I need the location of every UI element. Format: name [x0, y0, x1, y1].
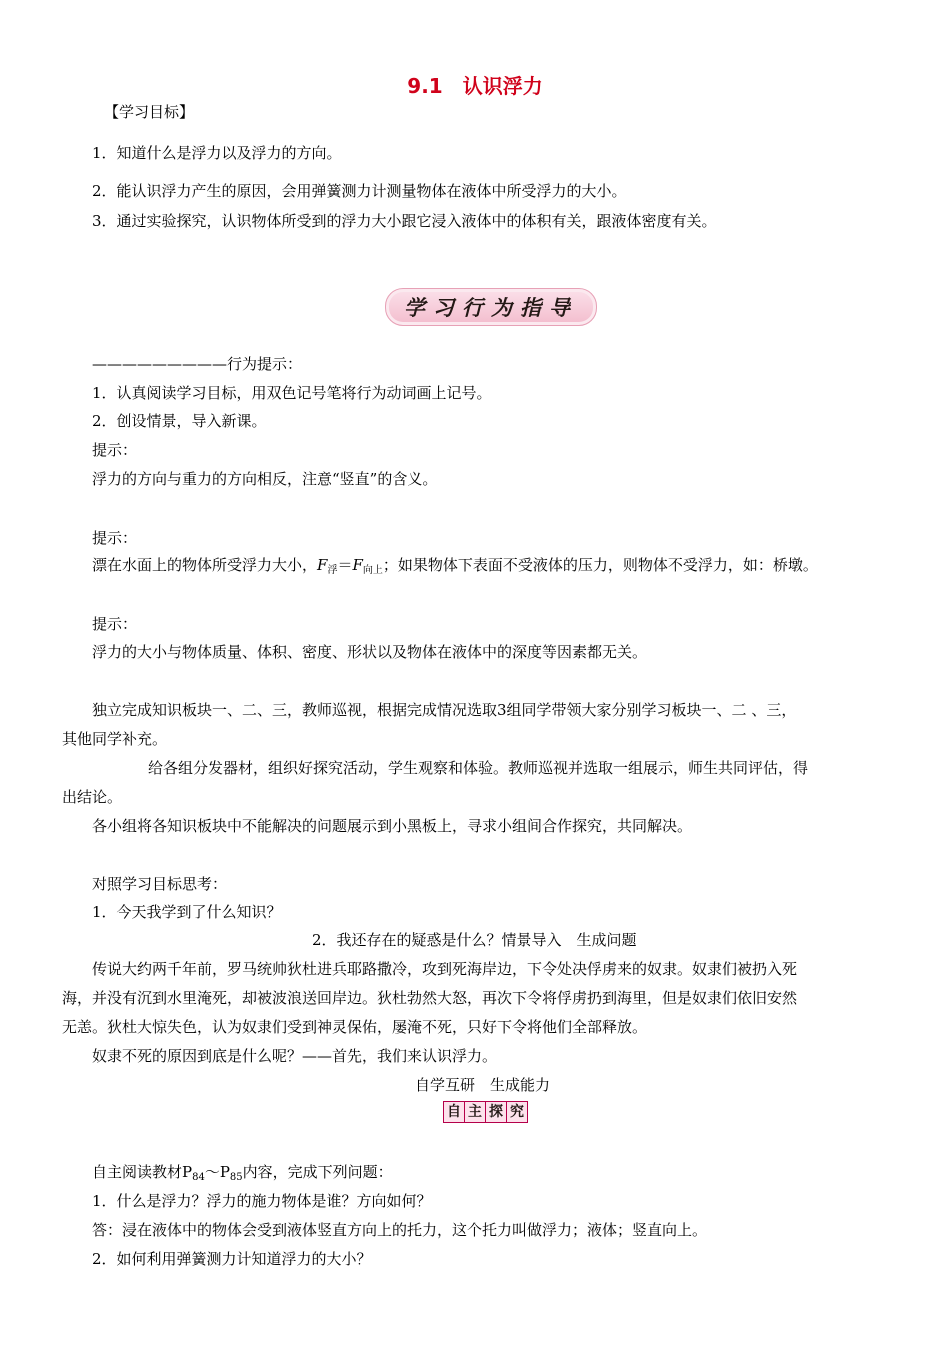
hint-text: 浮力的方向与重力的方向相反，注意“竖直”的含义。	[92, 470, 438, 488]
hint-text: 浮力的大小与物体质量、体积、密度、形状以及物体在液体中的深度等因素都无关。	[92, 643, 648, 661]
reflection-question-1: 1．今天我学到了什么知识？	[92, 903, 282, 921]
hint-label: 提示：	[92, 615, 138, 633]
box-char: 究	[510, 1104, 524, 1120]
banner-char: 为	[491, 296, 520, 320]
box-char: 主	[465, 1102, 486, 1122]
objective-item-2: 2．能认识浮力产生的原因，会用弹簧测力计测量物体在液体中所受浮力的大小。	[92, 182, 627, 200]
story-line: 传说大约两千年前，罗马统帅狄杜进兵耶路撒冷，攻到死海岸边，下令处决俘虏来的奴隶。奴隶们被扔入死	[92, 960, 798, 978]
story-line: 海，并没有沉到水里淹死，却被波浪送回岸边。狄杜勃然大怒，再次下令将俘虏扔到海里，但是奴隶们依旧安然	[62, 989, 798, 1007]
behavior-item-2: 2．创设情景，导入新课。	[92, 412, 267, 430]
banner-char: 习	[433, 296, 462, 320]
force-symbol: F	[317, 556, 328, 574]
reading-question-2: 2．如何利用弹簧测力计知道浮力的大小？	[92, 1250, 372, 1268]
hint-label: 提示：	[92, 441, 138, 459]
box-char: 探	[486, 1102, 507, 1122]
activity-paragraph-1-cont: 其他同学补充。	[62, 730, 168, 748]
story-line: 无恙。狄杜大惊失色，认为奴隶们受到神灵保佑，屡淹不死，只好下令将他们全部释放。	[62, 1018, 648, 1036]
section-banner-learning-guide	[385, 288, 597, 326]
activity-paragraph-2-cont: 出结论。	[62, 788, 123, 806]
objective-item-1: 1．知道什么是浮力以及浮力的方向。	[92, 144, 342, 162]
force-symbol: F	[352, 556, 363, 574]
box-char: 自	[444, 1102, 465, 1122]
banner-char: 学	[404, 296, 433, 320]
reflection-question-2: 2．我还存在的疑惑是什么？情景导入 生成问题	[312, 931, 637, 949]
reading-intro: 自主阅读教材$P_{84}\sim P_{85}$内容，完成下列问题：	[92, 1163, 393, 1183]
activity-paragraph-3: 各小组将各知识板块中不能解决的问题展示到小黑板上，寻求小组间合作探究，共同解决。	[92, 817, 693, 835]
activity-paragraph-2: 给各组分发器材，组织好探究活动，学生观察和体验。教师巡视并选取一组展示，师生共同评估，得	[148, 759, 809, 777]
banner-char: 行	[462, 296, 491, 320]
activity-paragraph-1: 独立完成知识板块一、二、三，教师巡视，根据完成情况选取3组同学带领大家分别学习板块一、二 、三，	[92, 701, 797, 719]
objective-item-3: 3．通过实验探究，认识物体所受到的浮力大小跟它浸入液体中的体积有关，跟液体密度有关。	[92, 212, 717, 230]
reflection-heading: 对照学习目标思考：	[92, 875, 228, 893]
self-study-box-title	[443, 1101, 528, 1123]
hint-text-formula: 漂在水面上的物体所受浮力大小，$F_浮=F_{向上}$；如果物体下表面不受液体的压力，则物体不受浮力，如：桥墩。	[92, 556, 818, 576]
behavior-hint-line: —————————行为提示：	[92, 355, 303, 373]
banner-char: 指	[520, 296, 549, 320]
hint-label: 提示：	[92, 529, 138, 547]
objectives-heading: 【学习目标】	[104, 103, 195, 121]
section-heading: 自学互研 生成能力	[415, 1076, 551, 1094]
page-title: 9.1 认识浮力	[407, 74, 543, 98]
reading-answer-1: 答：浸在液体中的物体会受到液体竖直方向上的托力，这个托力叫做浮力；液体；竖直向上。	[92, 1221, 708, 1239]
reading-question-1: 1．什么是浮力？浮力的施力物体是谁？方向如何？	[92, 1192, 432, 1210]
story-question: 奴隶不死的原因到底是什么呢？——首先，我们来认识浮力。	[92, 1047, 498, 1065]
behavior-item-1: 1．认真阅读学习目标，用双色记号笔将行为动词画上记号。	[92, 384, 492, 402]
banner-char: 导	[549, 296, 578, 320]
